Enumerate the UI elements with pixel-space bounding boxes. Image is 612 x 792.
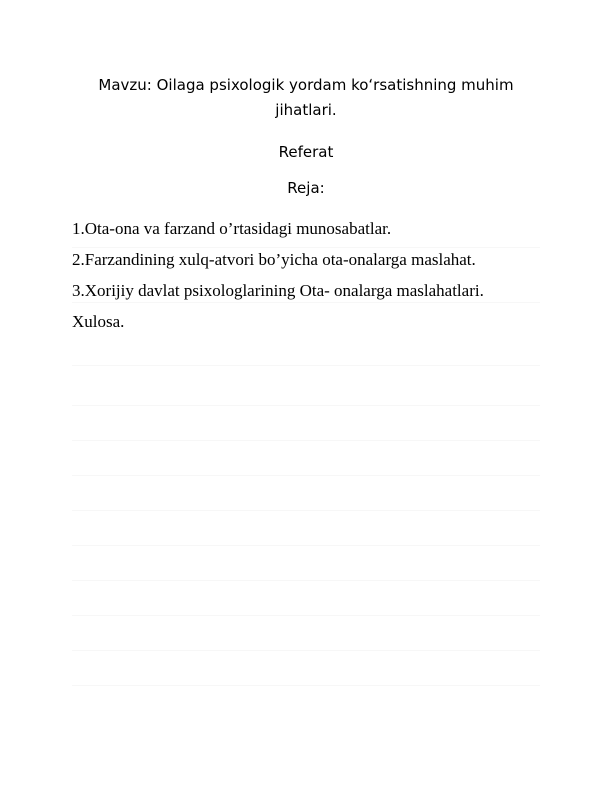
plan-item: 2.Farzandining xulq-atvori bo’yicha ota-onalarga maslahat. (72, 250, 476, 269)
plan-item: 1.Ota-ona va farzand o’rtasidagi munosabatlar. (72, 219, 392, 238)
faint-rule (72, 510, 540, 511)
faint-rule (72, 365, 540, 366)
faint-rule (72, 685, 540, 686)
plan-heading: Reja: (287, 179, 325, 197)
faint-rule (72, 440, 540, 441)
faint-rule (72, 405, 540, 406)
document-subtitle: Referat (278, 143, 334, 161)
faint-rule (72, 545, 540, 546)
faint-rule (72, 302, 540, 303)
faint-rule (72, 650, 540, 651)
plan-item: Xulosa. (72, 312, 125, 331)
faint-rule (72, 615, 540, 616)
faint-rule (72, 580, 540, 581)
plan-item: 3.Xorijiy davlat psixologlarining Ota- onalarga maslahatlari. (72, 281, 484, 300)
document-title: Mavzu: Oilaga psixologik yordam koʻrsatishning muhim jihatlari. (98, 76, 514, 119)
faint-rule (72, 475, 540, 476)
plan-list (72, 218, 540, 342)
faint-rule (72, 247, 540, 248)
